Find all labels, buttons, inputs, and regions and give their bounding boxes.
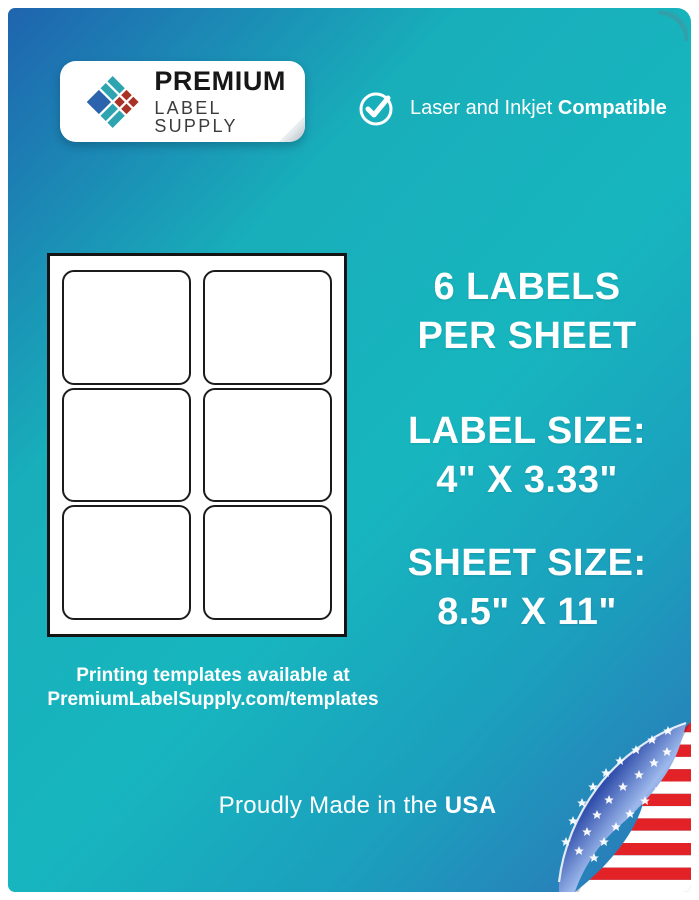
footer-text-bold: USA (444, 792, 497, 819)
brand-logo-pill (60, 61, 305, 142)
brand-diamond-icon (84, 72, 141, 132)
label-count-line1: 6 LABELS (433, 266, 621, 308)
check-circle-icon (355, 87, 397, 129)
label-cell (62, 270, 191, 385)
sheet-size-heading: SHEET SIZE: (407, 542, 647, 584)
label-cell (62, 505, 191, 620)
footer-text-regular: Proudly Made in the (218, 792, 445, 819)
templates-note-line1: Printing templates available at (76, 665, 350, 686)
label-sheet-preview (47, 253, 347, 637)
label-cell (62, 388, 191, 503)
compatibility-text (410, 97, 667, 120)
label-size-heading: LABEL SIZE: (407, 410, 647, 452)
templates-note (8, 664, 418, 712)
label-cell (203, 505, 332, 620)
poster-background (8, 8, 691, 892)
usa-flag-icon (549, 720, 691, 892)
page-curl-corner (658, 11, 688, 41)
compatibility-row (355, 87, 667, 129)
specs-column (360, 263, 691, 637)
templates-note-line2: PremiumLabelSupply.com/templates (47, 689, 379, 710)
label-cell (203, 270, 332, 385)
compatibility-text-regular: Laser and Inkjet (410, 96, 558, 119)
label-count-line2: PER SHEET (417, 315, 637, 357)
label-cell (203, 388, 332, 503)
sheet-size-value: 8.5" X 11" (437, 591, 617, 633)
compatibility-text-bold: Compatible (557, 96, 667, 119)
brand-name-line2: LABEL SUPPLY (154, 98, 238, 136)
brand-name-line1: PREMIUM (154, 66, 287, 96)
brand-name (154, 68, 305, 135)
label-size-value: 4" X 3.33" (436, 459, 618, 501)
